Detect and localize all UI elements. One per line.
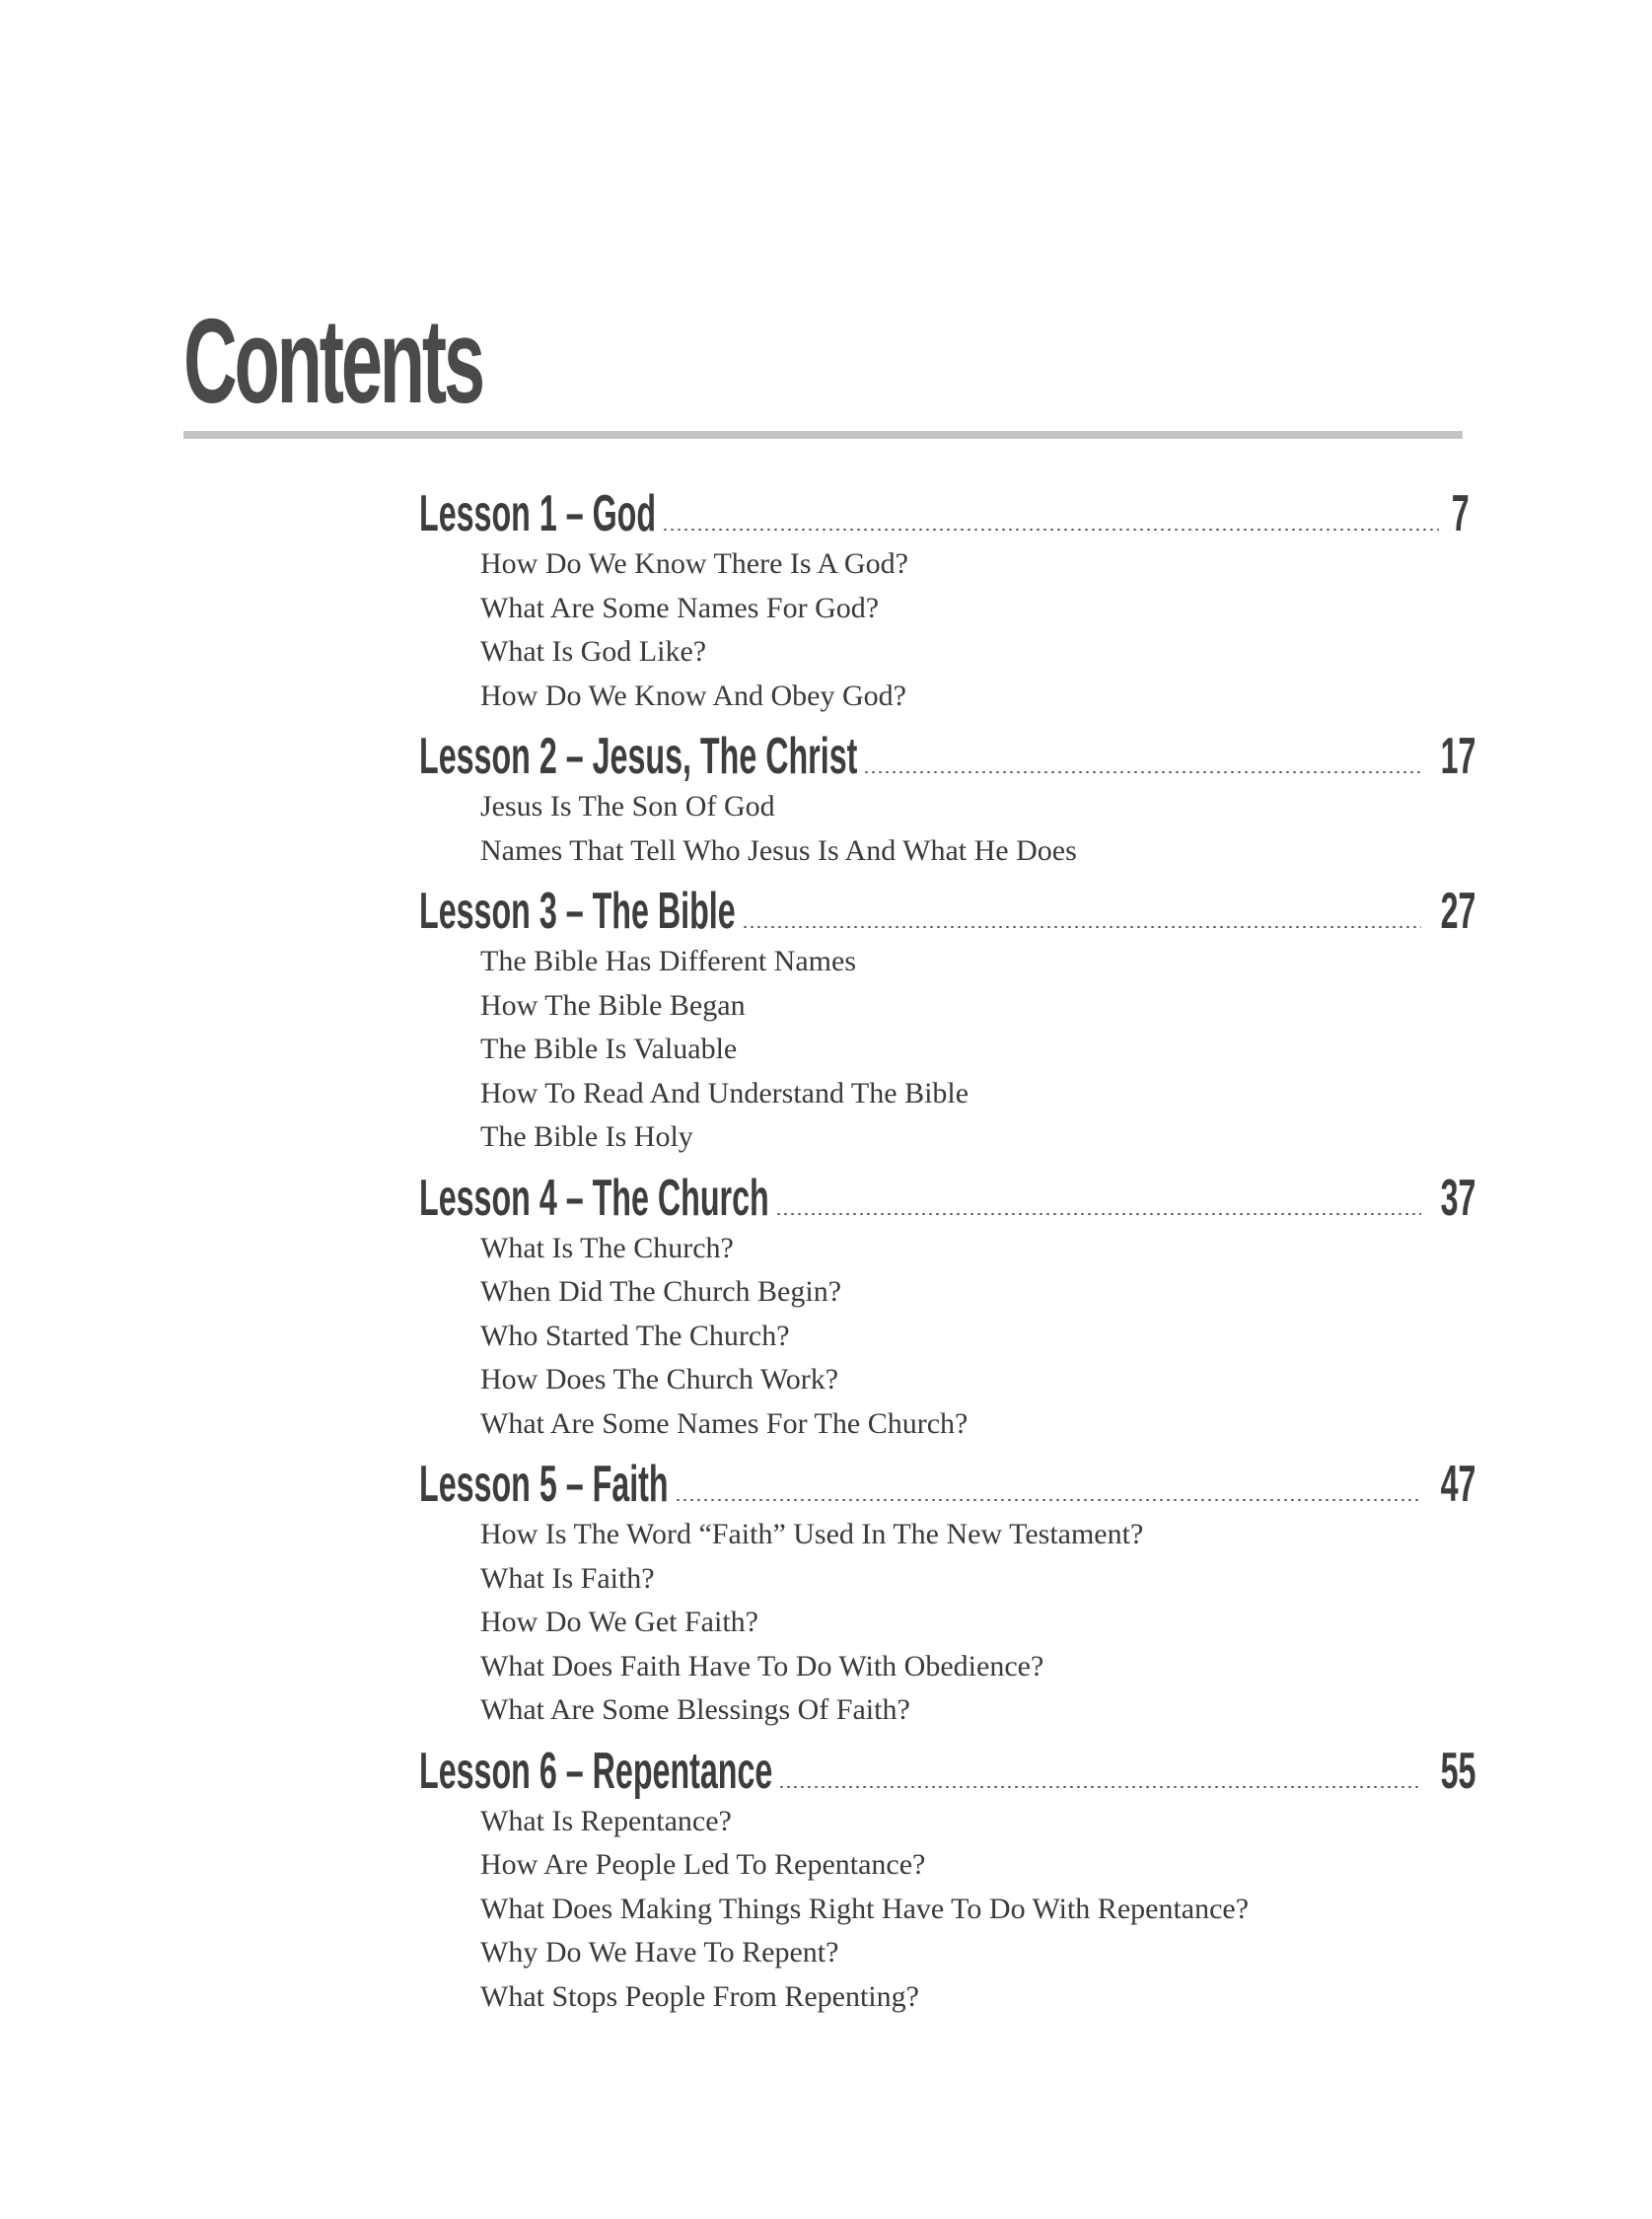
subtopic-item: The Bible Is Holy <box>480 1120 693 1153</box>
subtopic-item: How Does The Church Work? <box>480 1363 839 1396</box>
title-divider <box>183 431 1463 439</box>
subtopic-item: How Is The Word “Faith” Used In The New Testament? <box>480 1518 1144 1550</box>
dot-leader <box>775 1213 1421 1215</box>
toc-entry-lesson-1[interactable] <box>419 481 1470 542</box>
subtopic-item: When Did The Church Begin? <box>480 1275 842 1308</box>
subtopic-item: What Are Some Names For The Church? <box>480 1406 969 1440</box>
subtopic-list <box>419 1513 1463 1733</box>
toc-entry-lesson-2[interactable] <box>419 724 1476 785</box>
toc-lesson-2 <box>419 724 1476 873</box>
toc-entry-lesson-4[interactable] <box>419 1166 1476 1227</box>
lesson-title: Lesson 3 – The Bible <box>419 883 736 940</box>
subtopic-item: Who Started The Church? <box>480 1319 790 1352</box>
lesson-page-number: 55 <box>1440 1742 1476 1800</box>
subtopic-list <box>419 785 1463 873</box>
lesson-title: Lesson 1 – God <box>419 485 657 542</box>
subtopic-item: How Are People Led To Repentance? <box>480 1848 926 1881</box>
dot-leader <box>863 771 1421 773</box>
subtopic-item: What Is God Like? <box>480 635 707 668</box>
toc-lesson-1 <box>419 481 1470 718</box>
toc-entry-lesson-5[interactable] <box>419 1452 1476 1513</box>
lesson-page-number: 17 <box>1440 728 1476 785</box>
toc-lesson-6 <box>419 1739 1476 2020</box>
dot-leader <box>662 529 1439 531</box>
subtopic-item: How Do We Get Faith? <box>480 1606 758 1638</box>
subtopic-item: Why Do We Have To Repent? <box>480 1936 839 1968</box>
subtopic-list <box>419 1800 1463 2020</box>
table-of-contents <box>419 481 1476 2019</box>
lesson-page-number: 7 <box>1451 485 1470 542</box>
dot-leader <box>742 926 1421 928</box>
subtopic-item: What Are Some Names For God? <box>480 591 880 624</box>
subtopic-item: What Is The Church? <box>480 1231 734 1264</box>
toc-entry-lesson-3[interactable] <box>419 879 1476 940</box>
subtopic-list <box>419 1227 1463 1447</box>
subtopic-item: The Bible Is Valuable <box>480 1033 738 1065</box>
dot-leader <box>675 1499 1422 1501</box>
subtopic-item: What Does Making Things Right Have To Do With Repentance? <box>480 1892 1250 1925</box>
subtopic-list <box>419 542 1463 718</box>
toc-lesson-3 <box>419 879 1476 1160</box>
toc-lesson-4 <box>419 1166 1476 1447</box>
subtopic-item: How To Read And Understand The Bible <box>480 1076 970 1110</box>
page-title: Contents <box>183 294 482 428</box>
lesson-title: Lesson 5 – Faith <box>419 1456 669 1513</box>
subtopic-item: What Is Repentance? <box>480 1804 732 1837</box>
subtopic-item: What Is Faith? <box>480 1561 655 1595</box>
subtopic-list <box>419 940 1463 1160</box>
subtopic-item: What Stops People From Repenting? <box>480 1979 919 2013</box>
lesson-title: Lesson 4 – The Church <box>419 1169 769 1227</box>
lesson-page-number: 27 <box>1440 883 1476 940</box>
lesson-title: Lesson 2 – Jesus, The Christ <box>419 728 858 785</box>
subtopic-item: Jesus Is The Son Of God <box>480 790 775 823</box>
dot-leader <box>778 1786 1421 1788</box>
subtopic-item: How Do We Know There Is A God? <box>480 547 908 580</box>
subtopic-item: Names That Tell Who Jesus Is And What He Does <box>480 833 1077 867</box>
subtopic-item: The Bible Has Different Names <box>480 945 856 977</box>
subtopic-item: How The Bible Began <box>480 988 746 1022</box>
lesson-page-number: 47 <box>1440 1456 1476 1513</box>
subtopic-item: What Does Faith Have To Do With Obedience? <box>480 1649 1044 1682</box>
lesson-page-number: 37 <box>1440 1169 1476 1227</box>
subtopic-item: What Are Some Blessings Of Faith? <box>480 1693 910 1726</box>
toc-entry-lesson-6[interactable] <box>419 1739 1476 1800</box>
subtopic-item: How Do We Know And Obey God? <box>480 679 906 712</box>
lesson-title: Lesson 6 – Repentance <box>419 1742 773 1800</box>
toc-lesson-5 <box>419 1452 1476 1733</box>
